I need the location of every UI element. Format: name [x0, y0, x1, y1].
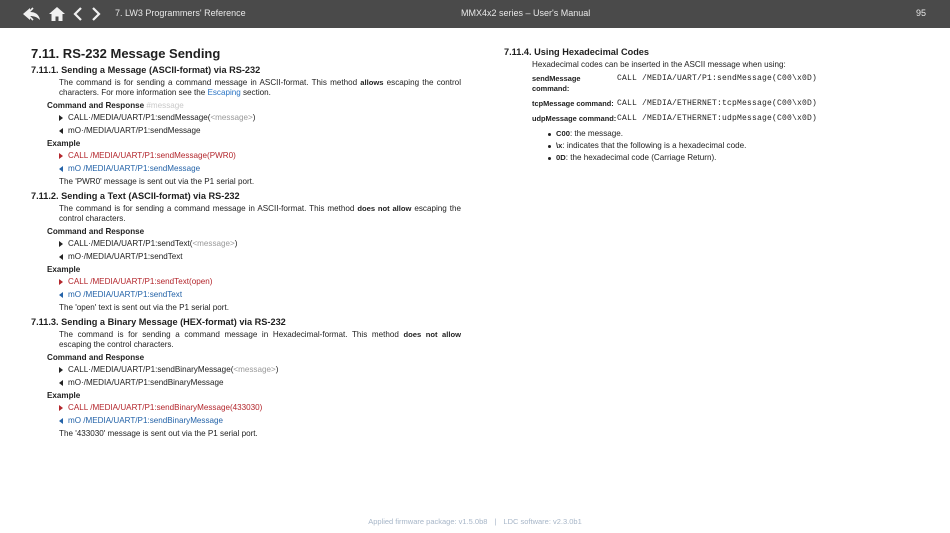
page-number: 95 [915, 8, 926, 18]
message-anchor-tag: #message [146, 101, 184, 110]
example-note: The 'open' text is sent out via the P1 serial port. [59, 303, 230, 312]
command-arrow-icon [59, 405, 63, 411]
code-example-row: sendMessage command: CALL /MEDIA/UART/P1:sendMessage(C00\x0D) [532, 74, 818, 93]
command-response-label: Command and Response [47, 227, 145, 236]
example-label: Example [47, 265, 81, 274]
example-command: CALL /MEDIA/UART/P1:sendBinaryMessage(433030) [31, 403, 461, 413]
code-example-row: tcpMessage command: CALL /MEDIA/ETHERNET:tcpMessage(C00\x0D) [532, 99, 818, 108]
command-arrow-icon [59, 153, 63, 159]
subsection-title-send-text: 7.11.2. Sending a Text (ASCII-format) via RS-232 [31, 191, 240, 201]
home-icon[interactable] [48, 4, 66, 24]
subsection-title-send-binary: 7.11.3. Sending a Binary Message (HEX-format) via RS-232 [31, 317, 286, 327]
hex-intro: Hexadecimal codes can be inserted in the ASCII message when using: [532, 60, 786, 69]
response-line: mO·/MEDIA/UART/P1:sendMessage [31, 126, 461, 136]
firmware-version: Applied firmware package: v1.5.0b8 [368, 517, 488, 526]
response-arrow-icon [59, 418, 63, 424]
header-bar [0, 0, 950, 28]
back-history-icon[interactable] [22, 4, 42, 24]
escaping-link[interactable]: Escaping [207, 88, 241, 97]
example-note: The '433030' message is sent out via the P1 serial port. [59, 429, 258, 438]
command-line: CALL·/MEDIA/UART/P1:sendMessage( <message> ) [31, 113, 461, 123]
example-response: mO /MEDIA/UART/P1:sendMessage [31, 164, 461, 174]
command-response-label: Command and Response [47, 353, 145, 362]
chevron-left-icon[interactable] [72, 4, 84, 24]
list-item: \x: indicates that the following is a hexadecimal code. [504, 141, 924, 151]
right-column [504, 46, 924, 165]
example-label: Example [47, 391, 81, 400]
response-arrow-icon [59, 254, 63, 260]
response-arrow-icon [59, 292, 63, 298]
list-item: C00: the message. [504, 129, 924, 139]
footer-separator: | [494, 517, 497, 526]
example-response: mO /MEDIA/UART/P1:sendText [31, 290, 461, 300]
response-arrow-icon [59, 166, 63, 172]
response-line: mO·/MEDIA/UART/P1:sendBinaryMessage [31, 378, 461, 388]
code-example-row: udpMessage command: CALL /MEDIA/ETHERNET:udpMessage(C00\x0D) [532, 114, 818, 123]
command-arrow-icon [59, 279, 63, 285]
description-send-binary: The command is for sending a command message in Hexadecimal-format. This method does not allow escaping the control characters. [59, 330, 461, 349]
response-arrow-icon [59, 380, 63, 386]
chapter-title: 7. LW3 Programmers' Reference [115, 8, 246, 18]
list-item: 0D: the hexadecimal code (Carriage Return). [504, 153, 924, 163]
software-version: LDC software: v2.3.0b1 [503, 517, 582, 526]
left-column [31, 46, 461, 441]
response-arrow-icon [59, 128, 63, 134]
description-send-message: The command is for sending a command message in ASCII-format. This method allows escaping the control characters. For more information see the Escaping section. [59, 78, 461, 97]
description-send-text: The command is for sending a command message in ASCII-format. This method does not allow escaping the control characters. [59, 204, 461, 223]
command-line: CALL·/MEDIA/UART/P1:sendBinaryMessage( <message> ) [31, 365, 461, 375]
command-arrow-icon [59, 115, 63, 121]
example-command: CALL /MEDIA/UART/P1:sendText(open) [31, 277, 461, 287]
command-arrow-icon [59, 241, 63, 247]
command-arrow-icon [59, 367, 63, 373]
footer [0, 517, 950, 526]
example-label: Example [47, 139, 81, 148]
example-response: mO /MEDIA/UART/P1:sendBinaryMessage [31, 416, 461, 426]
chevron-right-icon[interactable] [90, 4, 102, 24]
subsection-title-send-message: 7.11.1. Sending a Message (ASCII-format) via RS-232 [31, 65, 261, 75]
section-title: 7.11. RS-232 Message Sending [31, 46, 221, 61]
nav-icon-group [22, 4, 102, 24]
example-note: The 'PWR0' message is sent out via the P1 serial port. [59, 177, 255, 186]
command-line: CALL·/MEDIA/UART/P1:sendText( <message> ) [31, 239, 461, 249]
command-response-label: Command and Response #message [47, 101, 184, 110]
response-line: mO·/MEDIA/UART/P1:sendText [31, 252, 461, 262]
manual-title: MMX4x2 series – User's Manual [461, 8, 591, 18]
subsection-title-hex-codes: 7.11.4. Using Hexadecimal Codes [504, 47, 650, 57]
example-command: CALL /MEDIA/UART/P1:sendMessage(PWR0) [31, 151, 461, 161]
